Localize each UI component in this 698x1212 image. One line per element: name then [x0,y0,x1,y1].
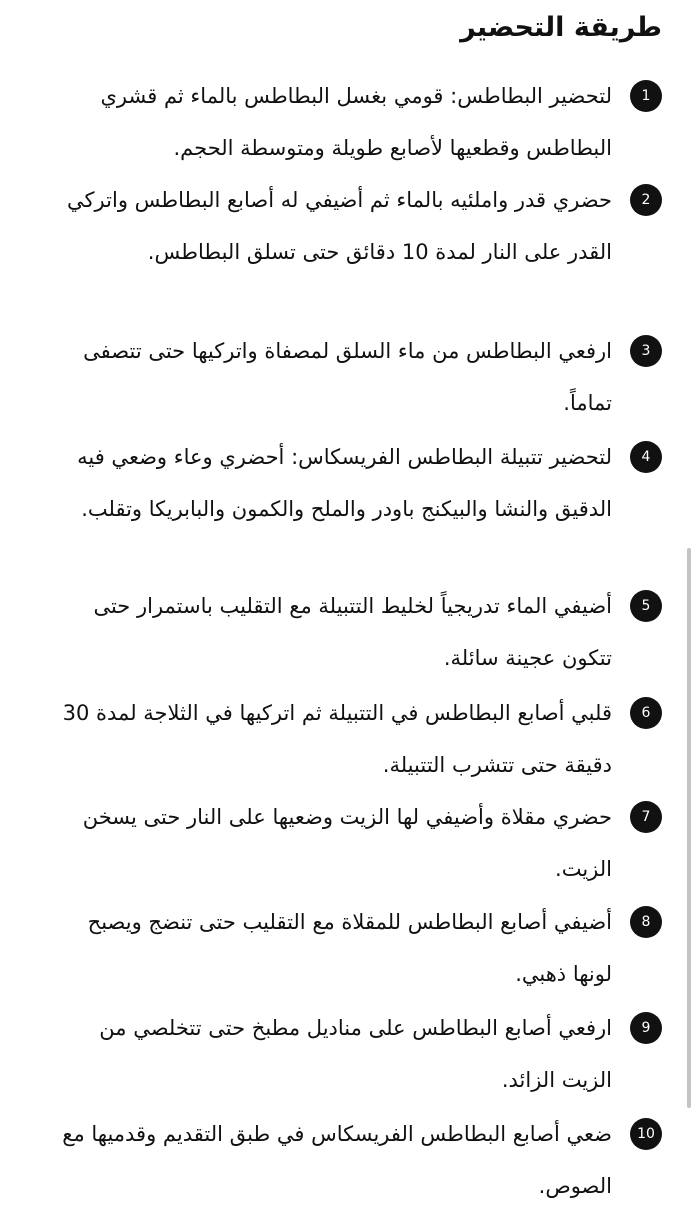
step-item [46,1108,662,1200]
step-text: ارفعي أصابع البطاطس على مناديل مطبخ حتى تتخلصي من الزيت الزائد. [99,1016,612,1092]
step-item [46,896,662,1000]
step-item [46,791,662,895]
step-item [46,687,662,791]
step-item [46,431,662,587]
step-number-badge: 8 [630,906,662,938]
step-number-badge: 4 [630,441,662,473]
step-item [46,174,662,330]
step-number-badge: 2 [630,184,662,216]
step-item [46,70,662,174]
step-number-badge: 5 [630,590,662,622]
step-text: حضري قدر واملئيه بالماء ثم أضيفي له أصابع البطاطس واتركي القدر على النار لمدة 10 دقائق حتى تسلق البطاطس. [67,188,612,264]
step-item [46,1002,662,1106]
step-text: حضري مقلاة وأضيفي لها الزيت وضعيها على النار حتى يسخن الزيت. [82,805,612,881]
step-text: ارفعي البطاطس من ماء السلق لمصفاة واتركيها حتى تتصفى تماماً. [83,339,612,415]
step-number-badge: 1 [630,80,662,112]
vertical-scrollbar[interactable] [687,548,691,1108]
step-number-badge: 10 [630,1118,662,1150]
step-number-badge: 6 [630,697,662,729]
step-text: لتحضير تتبيلة البطاطس الفريسكاس: أحضري وعاء وضعي فيه الدقيق والنشا والبيكنج باودر والملح والكمون والبابريكا وتقلب. [77,445,612,521]
step-text: أضيفي أصابع البطاطس للمقلاة مع التقليب حتى تنضج ويصبح لونها ذهبي. [87,910,612,986]
step-item [46,325,662,429]
step-text: أضيفي الماء تدريجياً لخليط التتبيلة مع التقليب باستمرار حتى تتكون عجينة سائلة. [93,594,612,670]
step-text: ضعي أصابع البطاطس الفريسكاس في طبق التقديم وقدميها مع الصوص. [62,1122,612,1198]
step-text: قلبي أصابع البطاطس في التتبيلة ثم اتركيها في الثلاجة لمدة 30 دقيقة حتى تتشرب التتبيلة. [62,701,612,777]
step-number-badge: 3 [630,335,662,367]
step-text: لتحضير البطاطس: قومي بغسل البطاطس بالماء ثم قشري البطاطس وقطعيها لأصابع طويلة ومتوسطة الحجم. [100,84,612,160]
section-title: طريقة التحضير [460,12,662,43]
step-item [46,580,662,684]
step-number-badge: 9 [630,1012,662,1044]
step-number-badge: 7 [630,801,662,833]
